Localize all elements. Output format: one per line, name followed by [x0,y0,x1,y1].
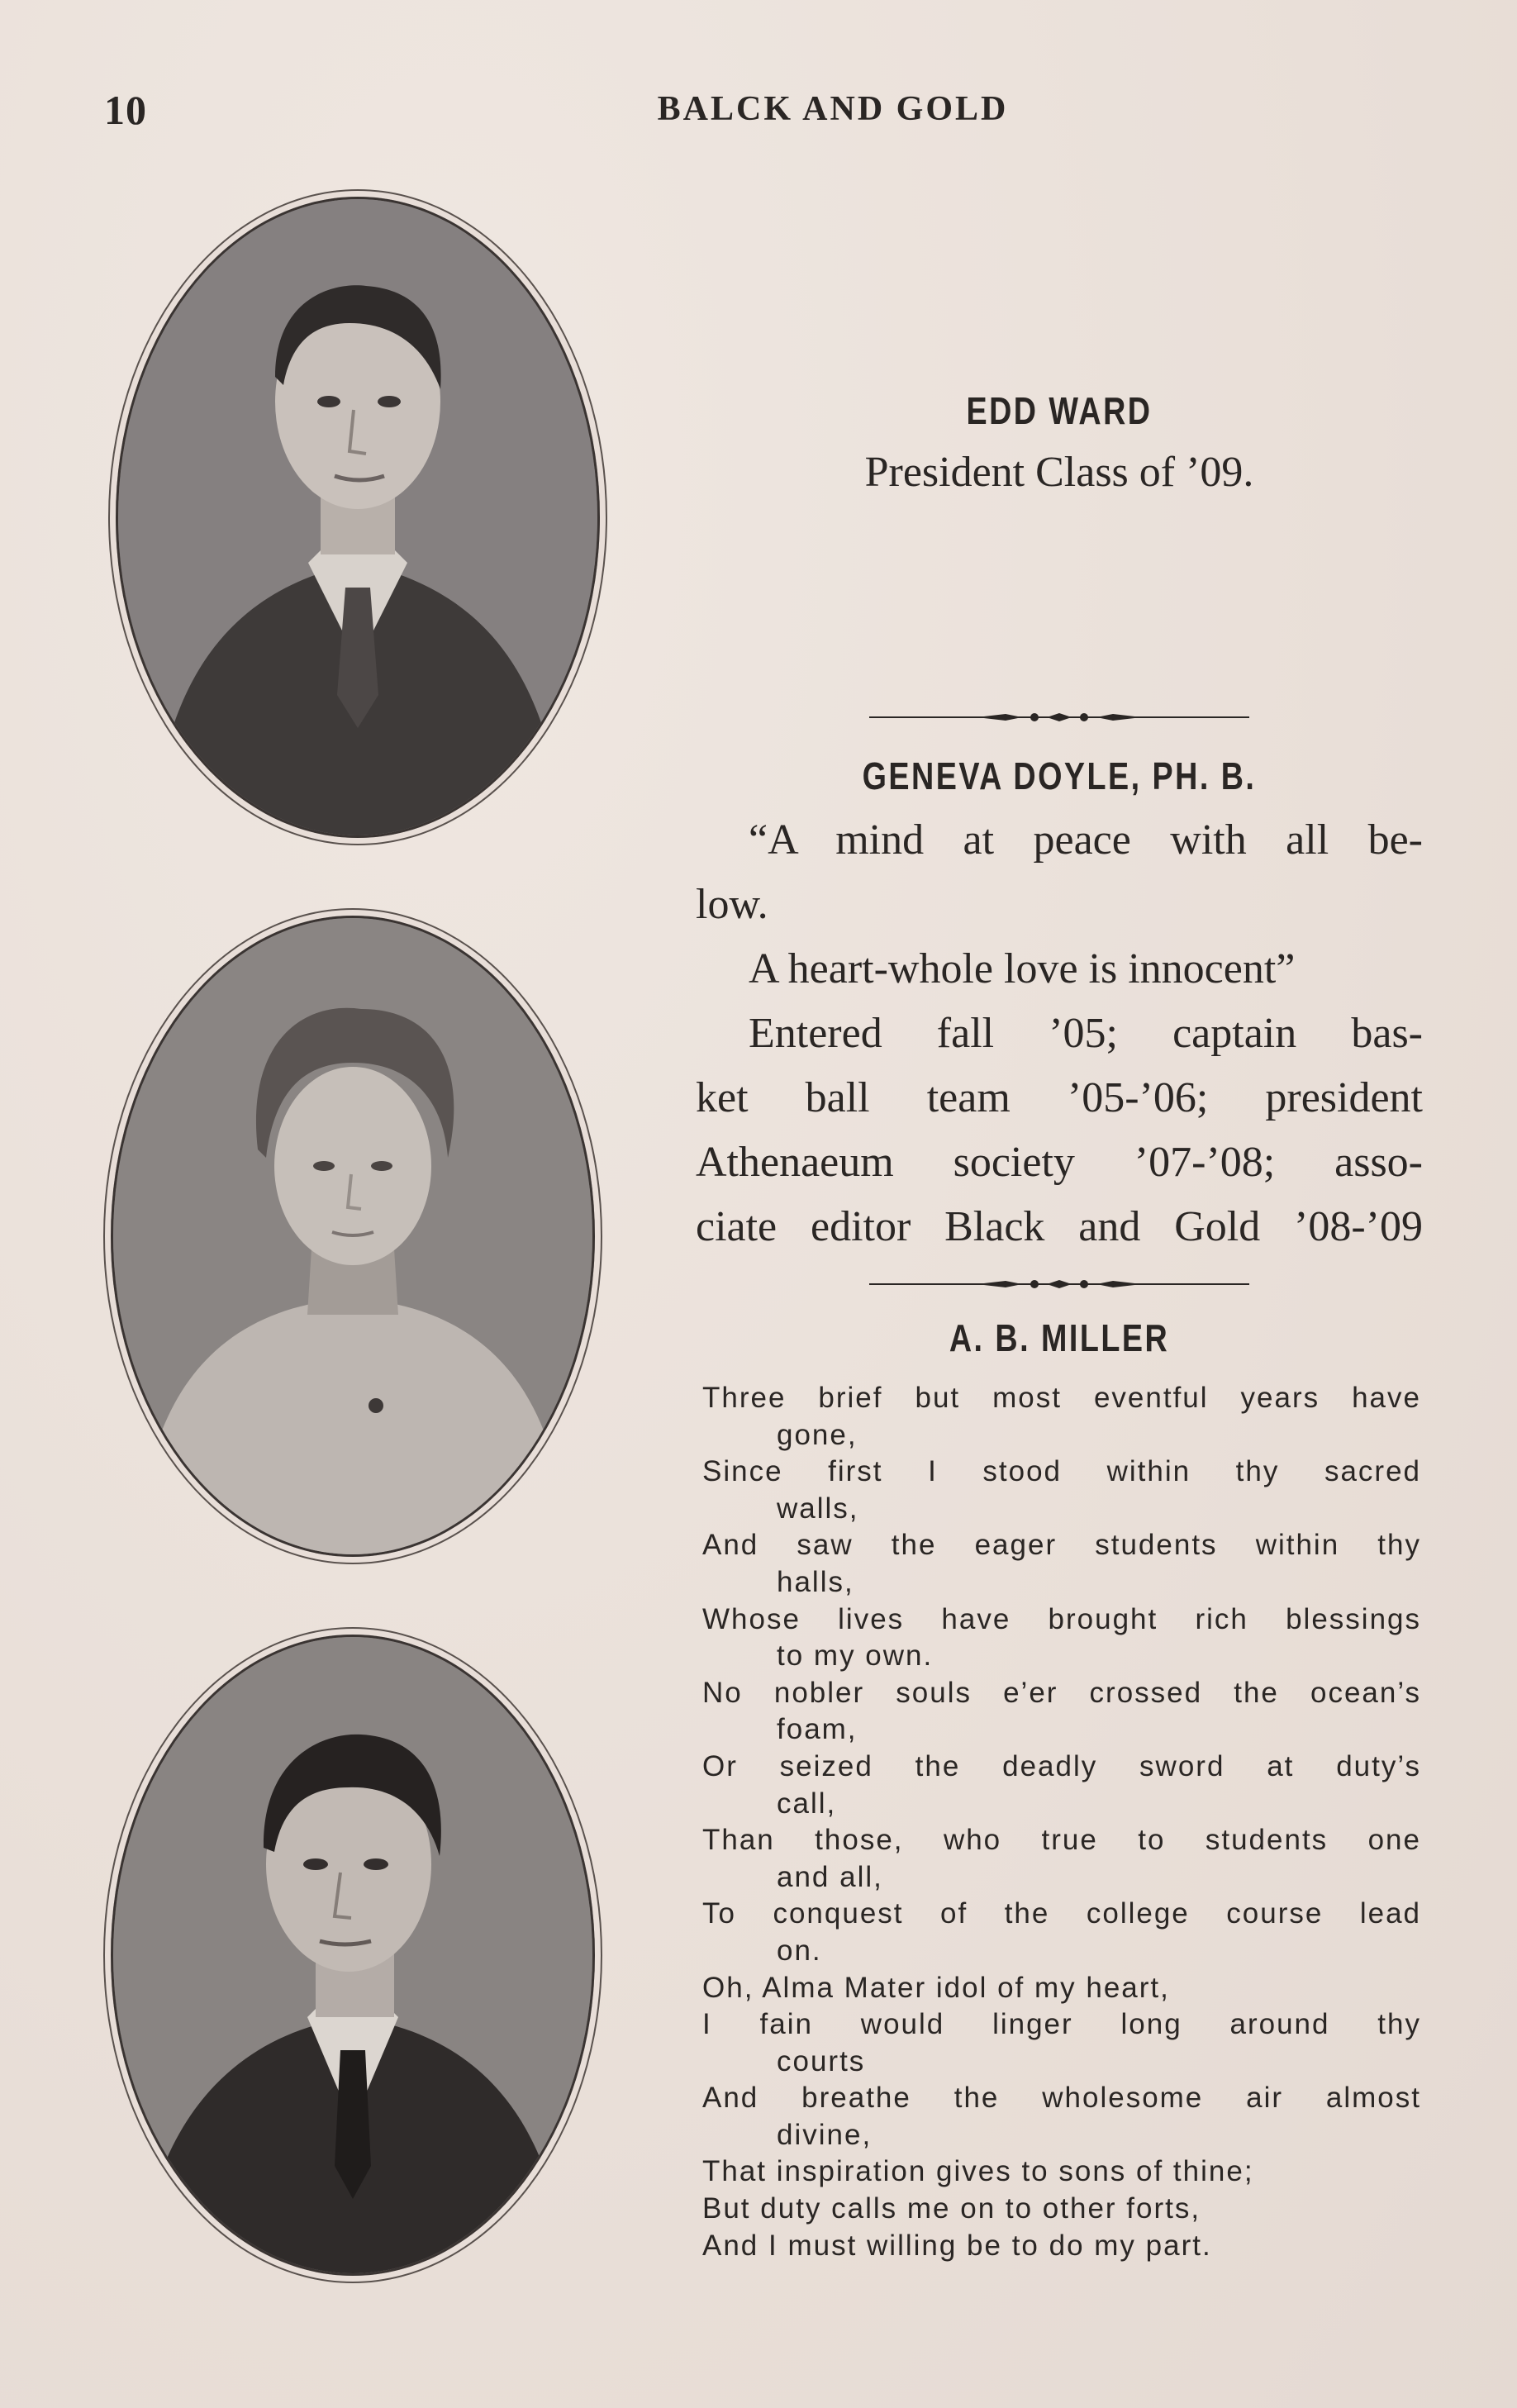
poem-line: and all, [777,1860,883,1893]
doyle-name: GENEVA DOYLE, PH. B. [862,754,1257,797]
doyle-line: low. [696,881,768,928]
miller-section [696,1316,1423,1360]
ward-section [696,388,1423,497]
portrait-geneva-doyle [111,916,595,1557]
running-title-text: BALCK AND GOLD [657,90,1009,128]
ward-name: EDD WARD [966,389,1153,432]
poem-line: Three brief but most eventful years have [702,1382,1421,1414]
poem-line: Than those, who true to students one [702,1824,1421,1857]
doyle-line: ciate editor Black and Gold ’08-’09 [696,1203,1423,1250]
poem-line: gone, [777,1418,858,1451]
doyle-bio [696,808,1423,1259]
poem-line: Since first I stood within thy sacred [702,1455,1421,1488]
ornamental-divider [869,709,1249,726]
doyle-line: ket ball team ’05-’06; president [696,1074,1423,1121]
poem-line: divine, [777,2118,873,2151]
poem-line: I fain would linger long around thy [702,2008,1421,2041]
poem-line: halls, [777,1565,854,1598]
ornamental-divider [869,1276,1249,1292]
page-number: 10 [104,87,147,133]
poem-line: foam, [777,1713,858,1746]
poem-line: Oh, Alma Mater idol of my heart, [702,1971,1170,2004]
poem-line: courts [777,2044,866,2077]
poem-line: call, [777,1787,837,1820]
miller-poem [702,1380,1421,2264]
poem-line: And breathe the wholesome air almost [702,2082,1421,2115]
poem-line: And I must willing be to do my part. [702,2229,1212,2262]
portrait-edd-ward [116,197,600,838]
poem-line: And saw the eager students within thy [702,1529,1421,1562]
poem-line: Or seized the deadly sword at duty’s [702,1749,1421,1782]
ward-title: President Class of ’09. [864,449,1254,496]
poem-line: on. [777,1934,822,1967]
poem-line: No nobler souls e’er crossed the ocean’s [702,1676,1421,1709]
poem-line: That inspiration gives to sons of thine; [702,2155,1254,2188]
poem-line: walls, [777,1492,859,1525]
poem-line: to my own. [777,1639,934,1673]
portrait-a-b-miller [111,1635,595,2276]
poem-line: Whose lives have brought rich blessings [702,1602,1421,1635]
miller-name: A. B. MILLER [949,1316,1170,1359]
poem-line: But duty calls me on to other forts, [702,2192,1201,2225]
doyle-line: Entered fall ’05; captain bas- [749,1010,1423,1057]
doyle-section [696,754,1423,1259]
doyle-line: “A mind at peace with all be- [749,816,1423,864]
doyle-line: Athenaeum society ’07-’08; asso- [696,1139,1423,1186]
running-title [0,89,1517,129]
poem-line: To conquest of the college course lead [702,1897,1421,1930]
doyle-line: A heart-whole love is innocent” [749,945,1296,992]
